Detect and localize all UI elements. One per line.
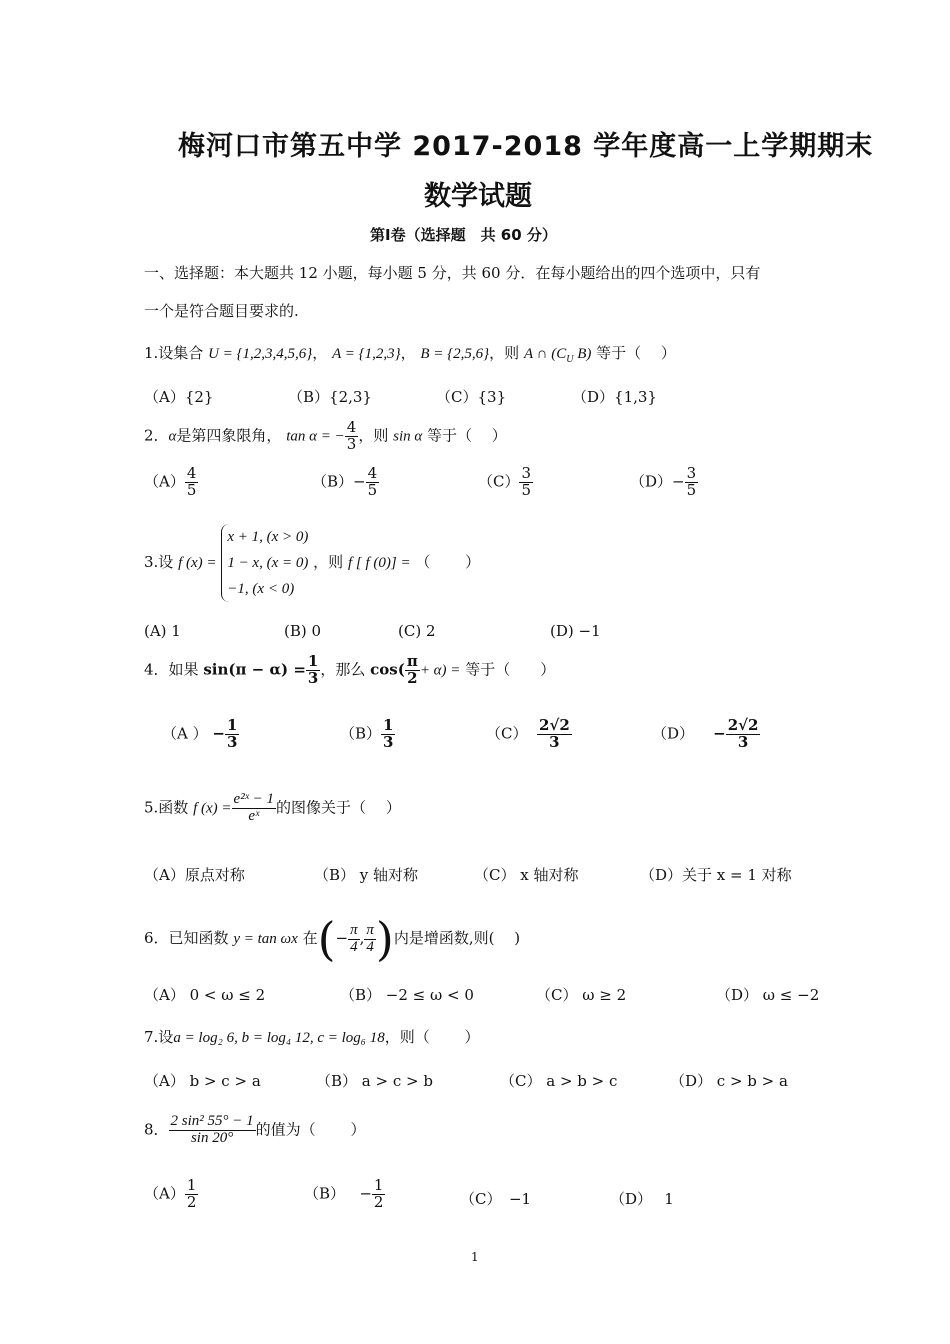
q7-option-a[interactable]: （A） b > c > a	[144, 1072, 261, 1090]
q8-option-b[interactable]	[304, 1178, 385, 1211]
fraction-numerator: 2√2	[539, 716, 570, 734]
q4-c-fraction	[537, 718, 572, 751]
option-label: （B）	[340, 724, 382, 743]
q3-option-a[interactable]: (A) 1	[144, 622, 181, 640]
fraction-numerator: 1	[373, 1176, 384, 1194]
fraction-denominator: 3	[737, 732, 749, 751]
q1-option-a[interactable]: （A）{2}	[144, 388, 214, 406]
fraction-denominator: 3	[226, 732, 238, 751]
q1-tail: 等于（ ）	[596, 344, 676, 362]
q8-a-fraction	[185, 1178, 199, 1211]
q3-text: ，则	[313, 553, 344, 571]
q2-d-fraction	[685, 466, 699, 499]
question-1: 1.设集合 U = {1,2,3,4,5,6}， A = {1,2,3}， B = {2,5,6}，则 A ∩ ($C_U$ B) 等于（ ）	[144, 344, 676, 365]
q4-b-fraction	[381, 718, 395, 751]
q2-text1: 是第四象限角，	[176, 426, 282, 445]
fraction-denominator: 3	[307, 668, 319, 687]
q4-option-c[interactable]	[486, 718, 572, 751]
fraction-denominator: 2	[407, 668, 418, 687]
q2-sin: sin α	[393, 428, 423, 445]
fraction-denominator: 5	[186, 480, 197, 499]
option-label: （B）	[312, 472, 354, 491]
question-4	[144, 654, 555, 687]
option-label: （C）	[478, 472, 520, 491]
minus-sign: −	[713, 724, 726, 743]
q8-tail: 的值为（ ）	[255, 1120, 366, 1139]
q1-then: ，则	[489, 344, 520, 362]
q7-option-c[interactable]: （C） a > b > c	[500, 1072, 618, 1090]
q5-option-c[interactable]: （C） x 轴对称	[474, 866, 579, 884]
q2-text2: ，则	[358, 426, 389, 445]
instructions-line-1: 一、选择题：本大题共 12 小题，每小题 5 分，共 60 分．在每小题给出的四个选项中，只有	[144, 264, 761, 282]
q2-option-a[interactable]	[144, 466, 198, 499]
option-label: （D）	[652, 724, 695, 743]
q1-expr: A ∩ (C	[523, 346, 567, 362]
q2-fraction	[345, 420, 359, 453]
q3-option-d[interactable]: (D) −1	[550, 622, 601, 640]
q1-option-b[interactable]: （B）{2,3}	[288, 388, 372, 406]
q4-mid: ，那么	[320, 660, 366, 679]
q3-prefix: 3.设	[144, 553, 174, 571]
q4-lhs: sin(π − α) =	[203, 660, 306, 679]
q3-piecewise	[221, 524, 308, 602]
q2-prefix: 2．	[144, 426, 169, 445]
q3-case-3: −1, (x < 0)	[227, 581, 295, 597]
q4-cos: cos(	[370, 660, 405, 679]
q3-expr: f [ f (0)] =	[347, 555, 411, 571]
q2-tan: tan α = −	[286, 428, 345, 445]
option-label: （A）	[144, 472, 185, 491]
option-label: （C）	[486, 724, 528, 743]
fraction-numerator: 4	[367, 464, 378, 482]
q1-expr2: B)	[573, 346, 592, 362]
option-label: （A ）	[162, 724, 208, 743]
q8-fraction	[169, 1114, 256, 1147]
minus-sign: −	[672, 472, 685, 491]
q1-set-b: B = {2,5,6}	[420, 346, 490, 362]
fraction-denominator: 2	[186, 1192, 197, 1211]
fraction-numerator: 1	[383, 716, 394, 734]
fraction-numerator: 3	[686, 464, 697, 482]
q1-set-a: A = {1,2,3}	[332, 346, 401, 362]
q2-b-fraction	[366, 466, 380, 499]
minus-sign: −	[212, 724, 225, 743]
q8-prefix: 8．	[144, 1120, 169, 1139]
page-title: 梅河口市第五中学 2017-2018 学年度高一上学期期末	[178, 131, 874, 162]
q6-neg: −	[335, 929, 349, 947]
fraction-numerator: 4	[186, 464, 197, 482]
page-subtitle: 数学试题	[424, 181, 532, 212]
fraction-numerator: π	[406, 652, 418, 670]
q2-option-d[interactable]	[630, 466, 698, 499]
q4-tail: 等于（ ）	[465, 660, 556, 679]
q2-a-fraction	[185, 466, 199, 499]
q7-prefix: 7.设	[144, 1028, 174, 1046]
q4-cos-fraction	[405, 654, 420, 687]
q4-d-fraction	[726, 718, 761, 751]
q8-option-c[interactable]: （C） −1	[460, 1190, 532, 1208]
fraction-denominator: 5	[686, 480, 697, 499]
question-5	[144, 792, 401, 825]
q3-option-c[interactable]: (C) 2	[398, 622, 436, 640]
question-3	[144, 524, 480, 602]
fraction-numerator: 1	[226, 716, 238, 734]
section-heading: 第Ⅰ卷（选择题 共 60 分）	[370, 226, 557, 244]
q1-option-c[interactable]: （C）{3}	[436, 388, 507, 406]
q7-expr: a = log₂ 6, b = log₄ 12, c = log₆ 18	[173, 1030, 385, 1046]
q2-den: 3	[346, 434, 357, 453]
fraction-numerator: 1	[186, 1176, 197, 1194]
q6-comma: ,	[359, 929, 365, 947]
q6-prefix: 6．已知函数	[144, 929, 229, 947]
q8-b-fraction	[372, 1178, 386, 1211]
q6-tail: 内是增函数,则( )	[393, 929, 521, 947]
q6-in: 在	[302, 929, 318, 947]
fraction-denominator: sin 20°	[190, 1129, 234, 1146]
q4-a-fraction	[225, 718, 239, 751]
minus-sign: −	[359, 1184, 372, 1203]
q2-c-fraction	[519, 466, 533, 499]
fraction-denominator: 2	[373, 1192, 384, 1211]
q4-lhs-fraction	[306, 654, 320, 687]
q1-prefix: 1.设集合	[144, 344, 204, 362]
q4-prefix: 4．如果	[144, 660, 199, 679]
q6-fraction-2	[364, 923, 376, 956]
q5-option-d[interactable]: （D）关于 x = 1 对称	[640, 866, 792, 884]
q7-tail: ，则（ ）	[384, 1028, 480, 1046]
q6-right-paren: )	[375, 912, 394, 966]
question-6	[144, 912, 520, 966]
fraction-denominator: 4	[366, 938, 374, 955]
instructions-line-2: 一个是符合题目要求的.	[144, 302, 299, 320]
fraction-numerator: π	[366, 921, 374, 938]
question-8	[144, 1114, 365, 1147]
fraction-denominator: 3	[549, 732, 560, 751]
q5-fx: f (x) =	[193, 800, 232, 817]
q7-option-b[interactable]: （B） a > c > b	[316, 1072, 433, 1090]
option-label: （B）	[304, 1184, 346, 1203]
option-label: （A）	[144, 1184, 185, 1203]
q2-option-c[interactable]	[478, 466, 533, 499]
q1-expr-sub: U	[566, 354, 574, 365]
q4-cos-tail: + α) =	[419, 662, 461, 679]
fraction-denominator: 4	[350, 938, 358, 955]
q6-option-c[interactable]: （C） ω ≥ 2	[536, 986, 627, 1004]
q6-option-d[interactable]: （D） ω ≤ −2	[716, 986, 820, 1004]
q6-option-a[interactable]: （A） 0 < ω ≤ 2	[144, 986, 266, 1004]
q6-fraction-1	[348, 923, 360, 956]
question-7	[144, 1026, 480, 1047]
fraction-denominator: 3	[383, 732, 394, 751]
q5-prefix: 5.函数	[144, 798, 189, 817]
fraction-denominator: 5	[521, 480, 532, 499]
q8-option-d[interactable]: （D） 1	[610, 1190, 674, 1208]
q2-alpha: α	[168, 428, 177, 445]
q3-option-b[interactable]: (B) 0	[284, 622, 322, 640]
q4-option-d[interactable]	[652, 718, 760, 751]
q3-case-2: 1 − x, (x = 0)	[227, 555, 309, 571]
q2-tail: 等于（ ）	[427, 426, 507, 445]
q3-case-1: x + 1, (x > 0)	[227, 529, 309, 545]
fraction-numerator: 2 sin² 55° − 1	[170, 1113, 254, 1129]
fraction-numerator: e²ˣ − 1	[233, 791, 275, 807]
q5-fraction	[232, 792, 277, 825]
q3-fx: f (x) =	[178, 555, 217, 571]
minus-sign: −	[353, 472, 366, 491]
question-2	[144, 420, 507, 453]
q6-fn: y = tan ωx	[233, 931, 298, 947]
q6-left-paren: (	[317, 912, 336, 966]
q2-num: 4	[346, 418, 357, 436]
fraction-numerator: 2√2	[727, 716, 759, 734]
q4-option-a[interactable]	[162, 718, 239, 751]
fraction-denominator: 5	[367, 480, 378, 499]
q3-tail: （ ）	[415, 553, 481, 571]
q5-option-a[interactable]: （A）原点对称	[144, 866, 245, 884]
q8-option-a[interactable]	[144, 1178, 198, 1211]
fraction-numerator: 1	[307, 652, 319, 670]
fraction-numerator: 3	[521, 464, 532, 482]
fraction-numerator: π	[350, 921, 358, 938]
q4-option-b[interactable]	[340, 718, 395, 751]
q2-option-b[interactable]	[312, 466, 379, 499]
q5-option-b[interactable]: （B） y 轴对称	[314, 866, 419, 884]
option-label: （D）	[630, 472, 673, 491]
q1-option-d[interactable]: （D）{1,3}	[572, 388, 657, 406]
page-number: 1	[471, 1250, 479, 1264]
q6-option-b[interactable]: （B） −2 ≤ ω < 0	[340, 986, 474, 1004]
q7-option-d[interactable]: （D） c > b > a	[670, 1072, 788, 1090]
q1-set-u: U = {1,2,3,4,5,6}	[208, 346, 313, 362]
q5-tail: 的图像关于（ ）	[276, 798, 401, 817]
fraction-denominator: eˣ	[248, 807, 260, 824]
